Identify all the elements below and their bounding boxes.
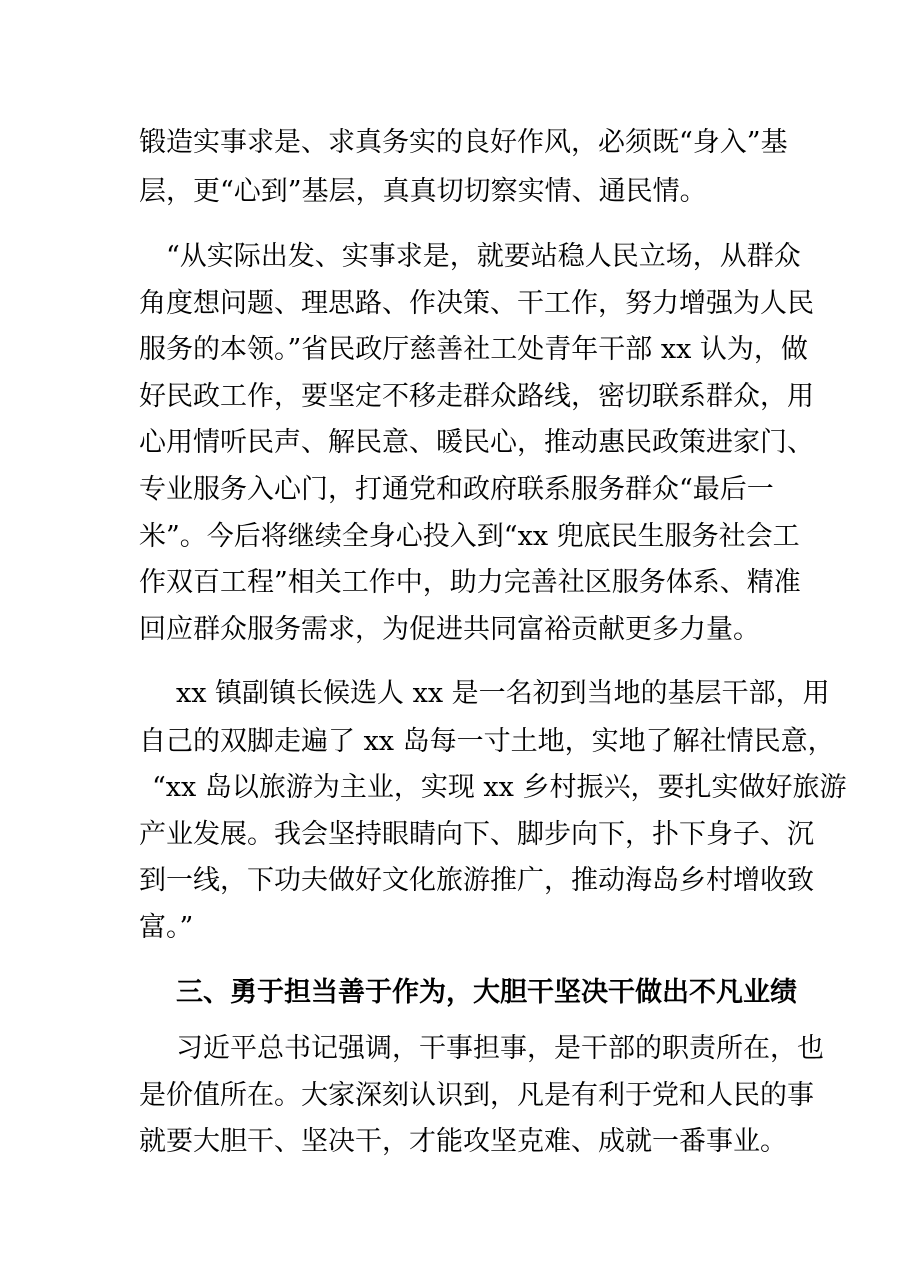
text-line: 层，更“心到”基层，真真切切察实情、通民情。 (139, 176, 707, 207)
text-line: 好民政工作，要坚定不移走群众路线，密切联系群众，用 (139, 381, 814, 412)
text-line: 作双百工程”相关工作中，助力完善社区服务体系、精准 (139, 567, 801, 598)
text-line: “xx 岛以旅游为主业，实现 xx 乡村振兴，要扎实做好旅游 (152, 772, 847, 803)
text-line: 回应群众服务需求，为促进共同富裕贡献更多力量。 (139, 614, 760, 645)
text-line: 就要大胆干、坚决干，才能攻坚克难、成就一番事业。 (139, 1126, 787, 1157)
text-line: 角度想问题、理思路、作决策、干工作，努力增强为人民 (139, 288, 814, 319)
text-line: 富。” (139, 912, 194, 943)
text-line: 是价值所在。大家深刻认识到，凡是有利于党和人民的事 (139, 1080, 814, 1111)
text-line: xx 镇副镇长候选人 xx 是一名初到当地的基层干部，用 (176, 678, 830, 709)
text-line: 心用情听民声、解民意、暖民心，推动惠民政策进家门、 (139, 427, 814, 458)
text-line: 产业发展。我会坚持眼睛向下、脚步向下，扑下身子、沉 (139, 819, 814, 850)
text-line: 锻造实事求是、求真务实的良好作风，必须既“身入”基 (139, 127, 788, 158)
section-heading: 三、勇于担当善于作为，大胆干坚决干做出不凡业绩 (176, 977, 797, 1008)
text-line: “从实际出发、实事求是，就要站稳人民立场，从群众 (166, 241, 801, 272)
text-line: 米”。今后将继续全身心投入到“xx 兜底民生服务社会工 (139, 521, 800, 552)
text-line: 到一线，下功夫做好文化旅游推广，推动海岛乡村增收致 (139, 865, 814, 896)
text-line: 服务的本领。”省民政厅慈善社工处青年干部 xx 认为，做 (139, 334, 808, 365)
text-line: 专业服务入心门，打通党和政府联系服务群众“最后一 (139, 474, 774, 505)
text-line: 自己的双脚走遍了 xx 岛每一寸土地，实地了解社情民意， (139, 726, 835, 757)
text-line: 习近平总书记强调，干事担事，是干部的职责所在，也 (176, 1033, 824, 1064)
